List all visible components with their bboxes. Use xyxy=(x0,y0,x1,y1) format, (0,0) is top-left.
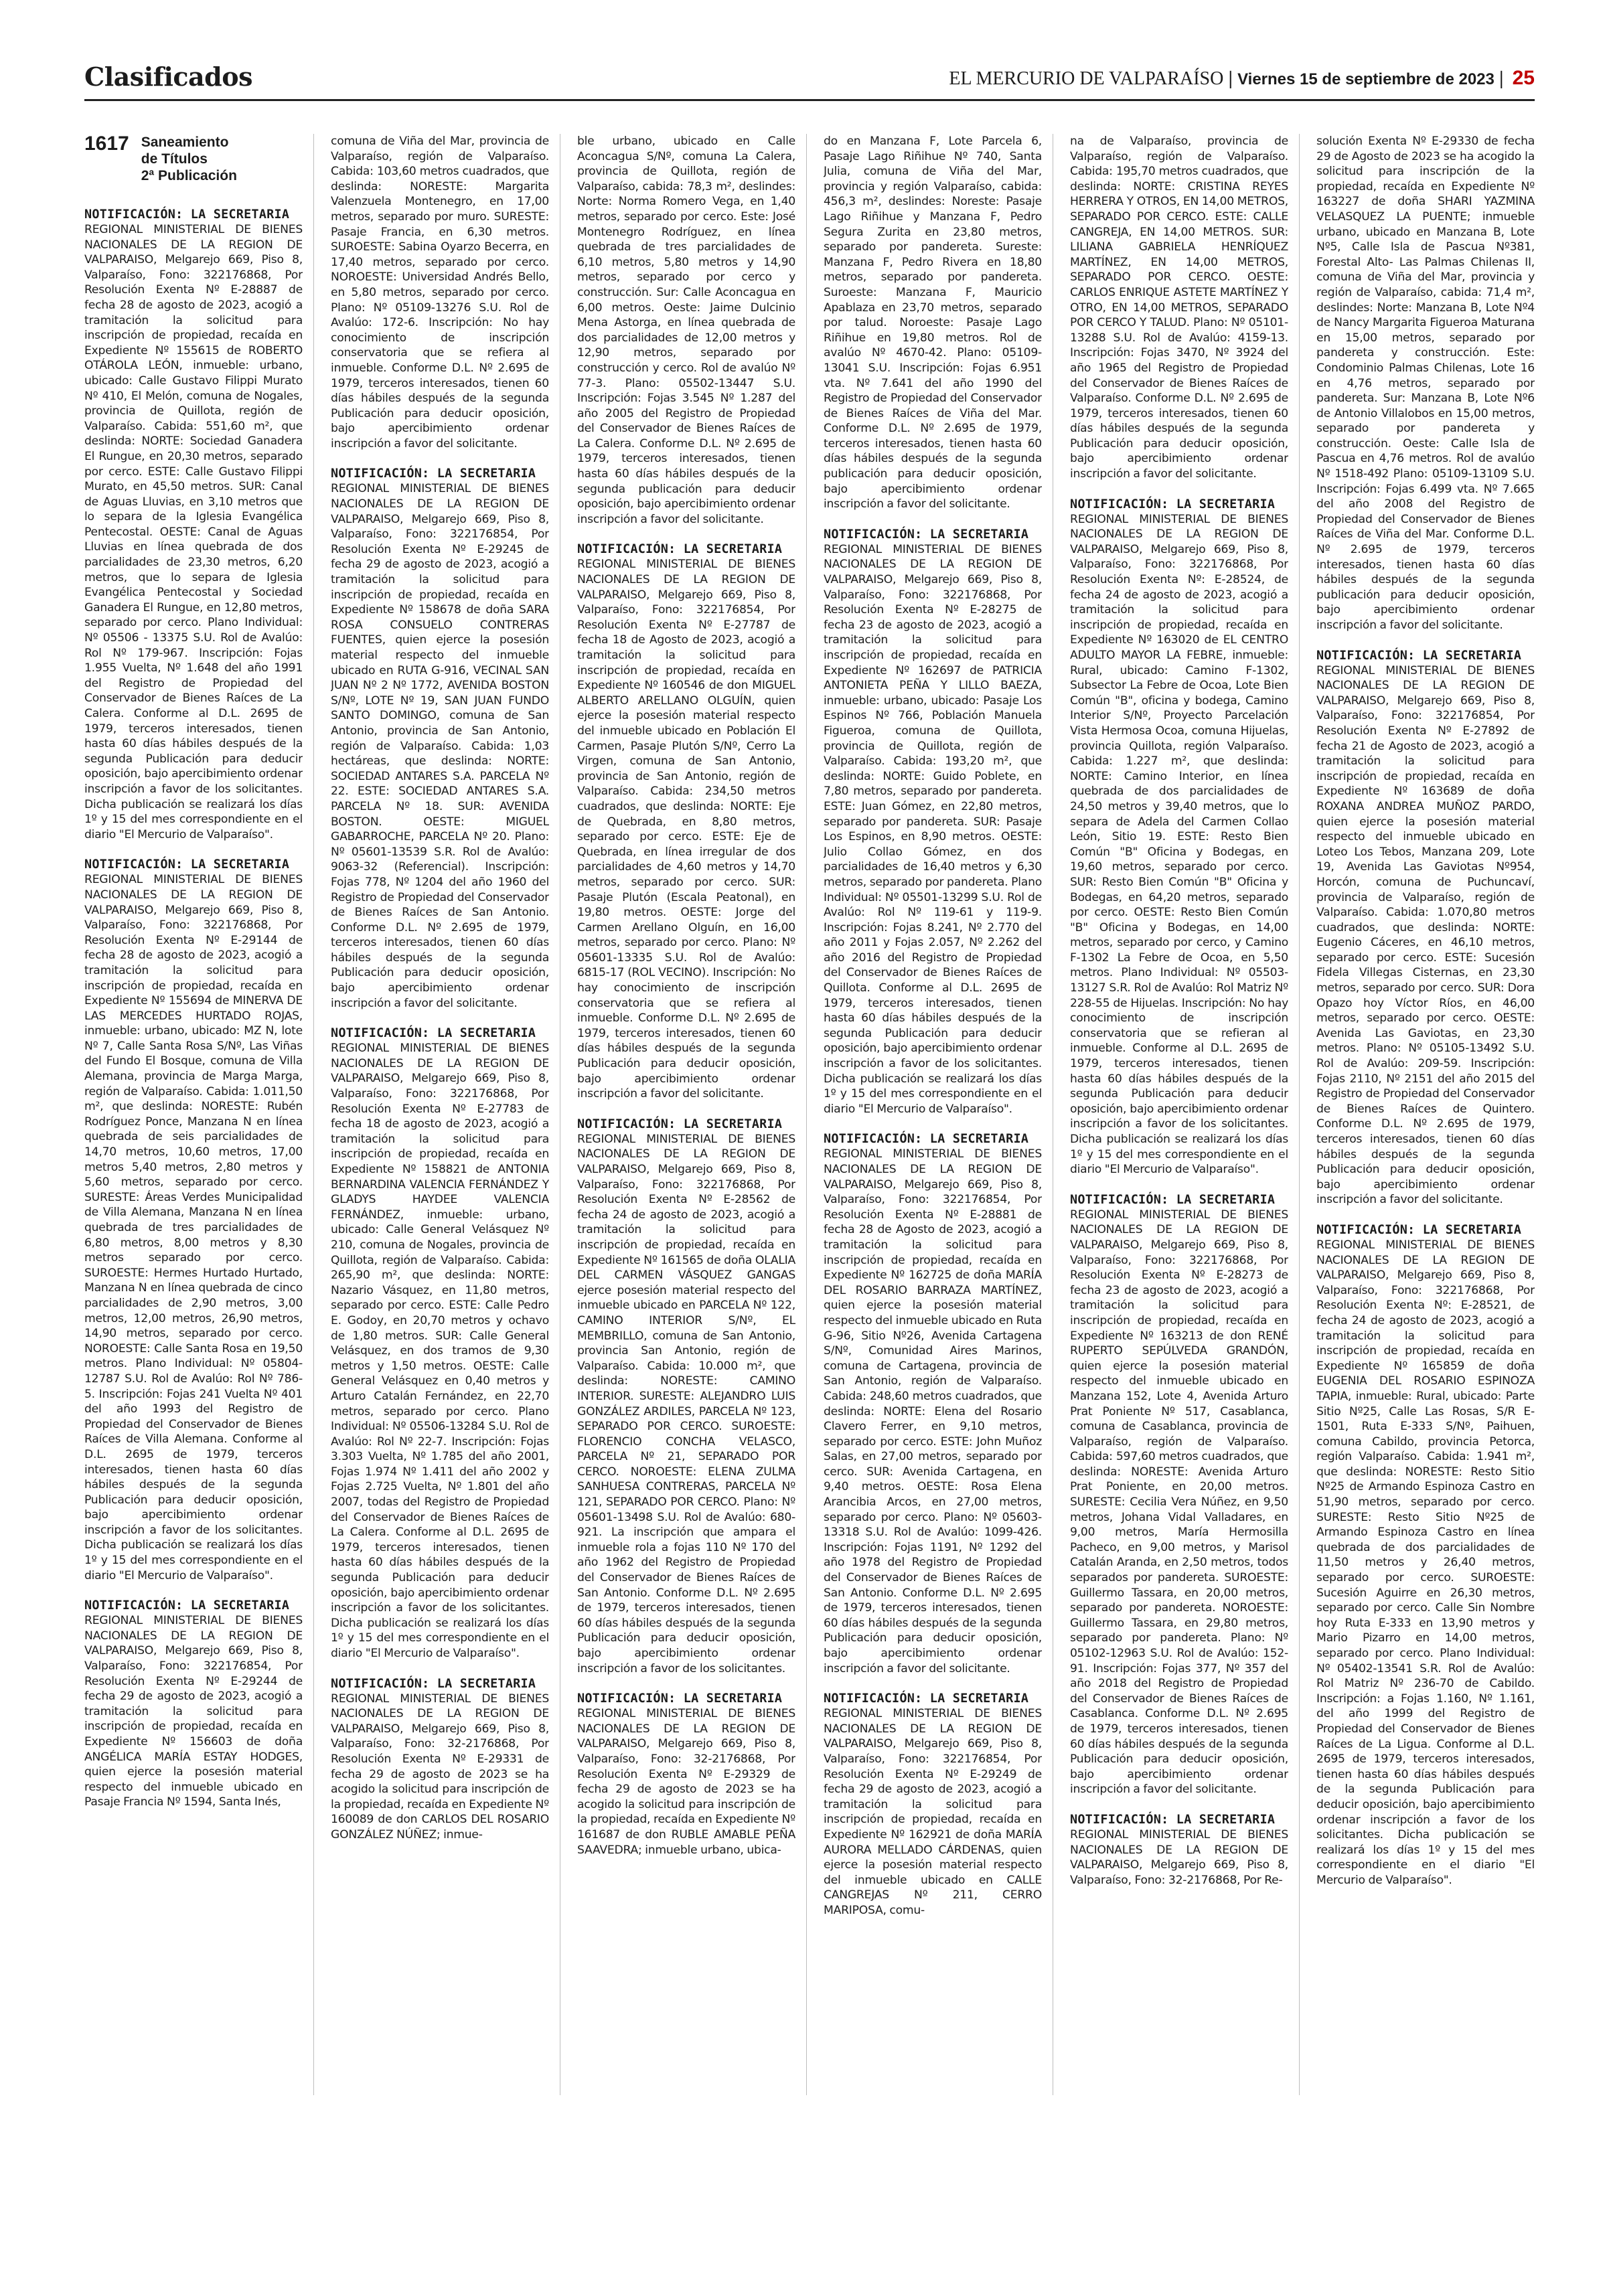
notice-body: REGIONAL MINISTERIAL DE BIENES NACIONALES DE LA REGION DE VALPARAISO, Melgarejo 669, Piso 8, Valparaíso, Fono: 322176854, Por Resolución Exenta Nº E-28881 de fecha 28 de Agosto de 2023, acogió a tramitación la solicitud para inscripción de propiedad, recaída en Expediente Nº 162725 de doña MARÍA DEL ROSARIO BARRAZA MARTÍNEZ, quien ejerce la posesión material respecto del inmueble ubicado en Ruta G-96, Sitio Nº26, Avenida Cartagena S/Nº, Comunidad Aires Marinos, comuna de Cartagena, provincia de San Antonio, región de Valparaíso. Cabida: 248,60 metros cuadrados, que deslinda: NORTE: Elena del Rosario Clavero Ferrer, en 9,10 metros, separado por cerco. ESTE: John Muñoz Salas, en 27,00 metros, separado por cerco. SUR: Avenida Cartagena, en 9,40 metros. OESTE: Rosa Elena Arancibia Arcos, en 27,00 metros, separado por cerco. Plano: Nº 05603-13318 S.U. Rol de Avalúo: 1099-426. Inscripción: Fojas 1191, Nº 1292 del año 1978 del Registro de Propiedad del Conservador de Bienes Raíces de San Antonio. Conforme D.L. Nº 2.695 de 1979, terceros interesados, tienen 60 días hábiles después de la segunda Publicación para deducir oposición, bajo apercibimiento ordenar inscripción a favor del solicitante. xyxy=(824,1147,1042,1675)
column-4 xyxy=(824,134,1042,2095)
notice-heading: NOTIFICACIÓN: LA SECRETARIA xyxy=(577,1692,783,1706)
notice-heading: NOTIFICACIÓN: LA SECRETARIA xyxy=(1316,1222,1522,1237)
notice-heading: NOTIFICACIÓN: LA SECRETARIA xyxy=(1070,497,1276,511)
column-rule xyxy=(1299,134,1300,2095)
notice-heading: NOTIFICACIÓN: LA SECRETARIA xyxy=(84,857,290,872)
notice-heading: NOTIFICACIÓN: LA SECRETARIA xyxy=(84,1598,290,1613)
notice xyxy=(577,1691,795,1858)
category-title xyxy=(141,134,237,184)
notice xyxy=(84,207,303,842)
notice-heading: NOTIFICACIÓN: LA SECRETARIA xyxy=(824,1132,1029,1147)
notice xyxy=(1070,497,1288,1177)
masthead xyxy=(84,62,1535,101)
notice-body: REGIONAL MINISTERIAL DE BIENES NACIONALES DE LA REGION DE VALPARAISO, Melgarejo 669, Piso 8, Valparaíso, Fono: 322176854, Por Resolución Exenta Nº E-29245 de fecha 29 de agosto de 2023, acogió a tramitación la solicitud para inscripción de propiedad, recaída en Expediente Nº 158678 de doña SARA ROSA CONSUELO CONTRERAS FUENTES, quien ejerce la posesión material respecto del inmueble ubicado en RUTA G-916, VECINAL SAN JUAN Nº 2 Nº 1772, AVENIDA BOSTON S/Nº, LOTE Nº 19, SAN JUAN FUNDO SANTO DOMINGO, comuna de San Antonio, provincia de San Antonio, región de Valparaíso. Cabida: 1,03 hectáreas, que deslinda: NORTE: SOCIEDAD ANTARES S.A. PARCELA Nº 22. ESTE: SOCIEDAD ANTARES S.A. PARCELA Nº 18. SUR: AVENIDA BOSTON. OESTE: MIGUEL GABARROCHE, PARCELA Nº 20. Plano: Nº 05601-13539 S.R. Rol de Avalúo: 9063-32 (Referencial). Inscripción: Fojas 778, Nº 1204 del año 1960 del Registro de Propiedad del Conservador de Bienes Raíces de San Antonio. Conforme D.L. Nº 2.695 de 1979, terceros interesados, tienen 60 días hábiles después de la segunda Publicación para deducir oposición, bajo apercibimiento ordenar inscripción a favor del solicitante. xyxy=(331,482,549,1010)
notice xyxy=(824,134,1042,512)
notice xyxy=(331,134,549,451)
notice-body: REGIONAL MINISTERIAL DE BIENES NACIONALES DE LA REGION DE VALPARAISO, Melgarejo 669, Piso 8, Valparaíso, Fono: 32-2176868, Por Resolución Exenta Nº E-29329 de fecha 29 de agosto de 2023 se ha acogido la solicitud para inscripción de la propiedad, recaída en Expediente Nº 161687 de don RUBLE AMABLE PEÑA SAAVEDRA; inmueble urbano, ubica- xyxy=(577,1707,795,1857)
category-title-line: Saneamiento xyxy=(141,135,229,150)
issue-date: Viernes 15 de septiembre de 2023 xyxy=(1237,70,1495,88)
notice-heading: NOTIFICACIÓN: LA SECRETARIA xyxy=(577,542,783,557)
notice xyxy=(84,1598,303,1810)
column-6 xyxy=(1316,134,1535,2095)
notice-body: do en Manzana F, Lote Parcela 6, Pasaje Lago Riñihue Nº 740, Santa Julia, comuna de Viña del Mar, provincia y región Valparaíso, cabida: 456,3 m², deslindes: Noreste: Pasaje Lago Riñihue y Manzana F, Pedro Segura Zurita en 23,80 metros, separado por pandereta. Sureste: Manzana F, Pedro Rivera en 18,80 metros, separado por pandereta. Suroeste: Manzana F, Mauricio Apablaza en 23,70 metros, separado por talud. Noroeste: Pasaje Lago Riñihue en 19,80 metros. Rol de avalúo Nº 4670-42. Plano: 05109-13041 S.U. Inscripción: Fojas 6.951 vta. Nº 7.641 del año 1990 del Registro de Propiedad del Conservador de Bienes Raíces de Viña del Mar. Conforme D.L. Nº 2.695 de 1979, terceros interesados, tienen hasta 60 días hábiles después de la segunda publicación para deducir oposición, bajo apercibimiento ordenar inscripción a favor del solicitante. xyxy=(824,135,1042,511)
category-header xyxy=(84,134,303,184)
notice-body: ble urbano, ubicado en Calle Aconcagua S/Nº, comuna La Calera, provincia de Quillota, región de Valparaíso, cabida: 78,3 m², deslindes: Norte: Norma Romero Vega, en 1,40 metros, separado por cerco. Este: José Montenegro Rodríguez, en línea quebrada de tres parcialidades de 6,10 metros, 5,80 metros y 14,90 metros, separado por cerco y construcción. Sur: Calle Aconcagua en 6,00 metros. Oeste: Jaime Dulcinio Mena Astorga, en línea quebrada de dos parcialidades de 12,00 metros y 12,90 metros, separado por construcción y cerco. Rol de avalúo Nº 77-3. Plano: 05502-13447 S.U. Inscripción: Fojas 3.545 Nº 1.287 del año 2005 del Registro de Propiedad del Conservador de Bienes Raíces de La Calera. Conforme D.L. Nº 2.695 de 1979, terceros interesados, tienen hasta 60 días hábiles después de la segunda publicación para deducir oposición, bajo apercibimiento ordenar inscripción a favor del solicitante. xyxy=(577,135,795,526)
column-2 xyxy=(331,134,549,2095)
category-code: 1617 xyxy=(84,134,129,155)
page-number: 25 xyxy=(1512,67,1535,89)
notice-heading: NOTIFICACIÓN: LA SECRETARIA xyxy=(84,208,290,222)
notice xyxy=(1316,1222,1535,1888)
notice-body: comuna de Viña del Mar, provincia de Valparaíso, región de Valparaíso. Cabida: 103,60 metros cuadrados, que deslinda: NORESTE: Margarita Valenzuela Montenegro, en 17,00 metros, separado por muro. SURESTE: Pasaje Francia, en 6,30 metros. SUROESTE: Sabina Oyarzo Becerra, en 17,40 metros, separado por cerco. NOROESTE: Universidad Andrés Bello, en 5,80 metros, separado por cerco. Plano: Nº 05109-13276 S.U. Rol de Avalúo: 172-6. Inscripción: No hay conocimiento de inscripción conservatoria que se refiera al inmueble. Conforme D.L. Nº 2.695 de 1979, terceros interesados, tienen 60 días hábiles después de la segunda Publicación para deducir oposición, bajo apercibimiento ordenar inscripción a favor del solicitante. xyxy=(331,135,549,450)
notice-heading: NOTIFICACIÓN: LA SECRETARIA xyxy=(1070,1812,1276,1827)
notice-body: REGIONAL MINISTERIAL DE BIENES NACIONALES DE LA REGION DE VALPARAISO, Melgarejo 669, Piso 8, Valparaíso, Fono: 322176868, Por Resolución Exenta Nº E-28275 de fecha 23 de agosto de 2023, acogió a tramitación la solicitud para inscripción de propiedad, recaída en Expediente Nº 162697 de PATRICIA ANTONIETA PEÑA Y LILLO BAEZA, inmueble: urbano, ubicado: Pasaje Los Espinos Nº 766, Población Manuela Figueroa, comuna de Quillota, provincia de Quillota, región de Valparaíso. Cabida: 193,20 m², que deslinda: NORTE: Guido Poblete, en 7,80 metros, separado por pandereta. ESTE: Juan Gómez, en 22,80 metros, separado por pandereta. SUR: Pasaje Los Espinos, en 8,90 metros. OESTE: Julio Collao Gómez, en dos parcialidades de 16,40 metros y 6,30 metros, separado por pandereta. Plano Individual: Nº 05501-13299 S.U. Rol de Avalúo: Rol Nº 119-61 y 119-9. Inscripción: Fojas 8.241, Nº 2.770 del año 2011 y Fojas 2.057, Nº 2.262 del año 2016 del Registro de Propiedad del Conservador de Bienes Raíces de Quillota. Conforme al D.L. 2695 de 1979, terceros interesados, tienen hasta 60 días hábiles después de la segunda Publicación para deducir oposición, bajo apercibimiento ordenar inscripción a favor de los solicitantes. Dicha publicación se realizará los días 1º y 15 del mes correspondiente en el diario "El Mercurio de Valparaíso". xyxy=(824,542,1042,1116)
notice-body: REGIONAL MINISTERIAL DE BIENES NACIONALES DE LA REGION DE VALPARAISO, Melgarejo 669, Piso 8, Valparaíso, Fono: 322176868, Por Resolución Exenta Nº: E-28521, de fecha 24 de agosto de 2023, acogió a tramitación la solicitud para inscripción de propiedad, recaída en Expediente Nº 165859 de doña EUGENIA DEL ROSARIO ESPINOZA TAPIA, inmueble: Rural, ubicado: Parte Sitio Nº25, Calle Las Rosas, S/R E-1501, Ruta E-333 S/Nº, Paihuen, comuna Cabildo, provincia Petorca, región Valparaíso. Cabida: 1.941 m², que deslinda: NORESTE: Resto Sitio Nº25 de Armando Espinoza Castro en 51,90 metros, separado por cerco. SURESTE: Resto Sitio Nº25 de Armando Espinoza Castro en línea quebrada de dos parcialidades de 11,50 metros y 26,40 metros, separado por cerco. SUROESTE: Sucesión Aguirre en 26,30 metros, separado por cerco. Calle Sin Nombre hoy Ruta E-333 en 13,90 metros y Mario Pizarro en 14,00 metros, separado por cerco. Plano Individual: Nº 05402-13541 S.R. Rol de Avalúo: Rol Matriz Nº 236-70 de Cabildo. Inscripción: a Fojas 1.160, Nº 1.161, del año 1999 del Registro de Propiedad del Conservador de Bienes Raíces de La Ligua. Conforme al D.L. 2695 de 1979, terceros interesados, tienen hasta 60 días hábiles después de la segunda Publicación para deducir oposición, bajo apercibimiento ordenar inscripción a favor de los solicitantes. Dicha publicación se realizará los días 1º y 15 del mes correspondiente en el diario "El Mercurio de Valparaíso". xyxy=(1316,1238,1535,1887)
newspaper-name: EL MERCURIO DE VALPARAÍSO xyxy=(949,68,1224,89)
notice xyxy=(331,466,549,1011)
notice-heading: NOTIFICACIÓN: LA SECRETARIA xyxy=(331,1026,536,1041)
notice-body: REGIONAL MINISTERIAL DE BIENES NACIONALES DE LA REGION DE VALPARAISO, Melgarejo 669, Piso 8, Valparaíso, Fono: 322176868, Por Resolución Exenta Nº E-28562 de fecha 24 de agosto de 2023, acogió a tramitación la solicitud para inscripción de propiedad, recaída en Expediente Nº 161565 de doña OLALIA DEL CARMEN VÁSQUEZ GANGAS ejerce posesión material respecto del inmueble ubicado en PARCELA Nº 122, CAMINO INTERIOR S/Nº, EL MEMBRILLO, comuna de San Antonio, provincia San Antonio, región de Valparaíso. Cabida: 10.000 m², que deslinda: NORESTE: CAMINO INTERIOR. SURESTE: ALEJANDRO LUIS GONZÁLEZ ARDILES, PARCELA Nº 123, SEPARADO POR CERCO. SUROESTE: FLORENCIO CONCHA VELASCO, PARCELA Nº 21, SEPARADO POR CERCO. NOROESTE: ELENA ZULMA SANHUESA CONTRERAS, PARCELA Nº 121, SEPARADO POR CERCO. Plano: Nº 05601-13498 S.U. Rol de Avalúo: 680-921. La inscripción que ampara el inmueble rola a fojas 110 Nº 170 del año 1962 del Registro de Propiedad del Conservador de Bienes Raíces de San Antonio. Conforme D.L. Nº 2.695 de 1979, terceros interesados, tienen 60 días hábiles después de la segunda Publicación para deducir oposición, bajo apercibimiento ordenar inscripción a favor de los solicitantes. xyxy=(577,1132,795,1675)
column-5 xyxy=(1070,134,1288,2095)
classifieds-columns xyxy=(84,134,1535,2095)
notice xyxy=(577,1117,795,1676)
notice-body: REGIONAL MINISTERIAL DE BIENES NACIONALES DE LA REGION DE VALPARAISO, Melgarejo 669, Piso 8, Valparaíso, Fono: 322176854, Por Resolución Exenta Nº E-27892 de fecha 21 de Agosto de 2023, acogió a tramitación la solicitud para inscripción de propiedad, recaída en Expediente Nº 163689 de doña ROXANA ANDREA MUÑOZ PARDO, quien ejerce la posesión material respecto del inmueble ubicado en Loteo Los Tebos, Manzana 209, Lote 19, Avenida Las Gaviotas Nº954, Horcón, comuna de Puchuncaví, provincia de Valparaíso, región de Valparaíso. Cabida: 1.070,80 metros cuadrados, que deslinda: NORTE: Eugenio Cáceres, en 46,10 metros, separado por cerco. ESTE: Sucesión Fidela Villegas Cisternas, en 23,30 metros, separado por cerco. SUR: Dora Opazo hoy Víctor Ríos, en 46,00 metros, separado por cerco. OESTE: Avenida Las Gaviotas, en 23,30 metros. Plano: Nº 05105-13492 S.U. Rol de Avalúo: 209-59. Inscripción: Fojas 2110, Nº 2151 del año 2015 del Registro de Propiedad del Conservador de Bienes Raíces de Quintero. Conforme D.L. Nº 2.695 de 1979, terceros interesados, tienen 60 días hábiles después de la segunda Publicación para deducir oposición, bajo apercibimiento ordenar inscripción a favor del solicitante. xyxy=(1316,663,1535,1207)
notice-heading: NOTIFICACIÓN: LA SECRETARIA xyxy=(1316,648,1522,663)
section-title: Clasificados xyxy=(84,62,252,92)
notice-heading: NOTIFICACIÓN: LA SECRETARIA xyxy=(331,1676,536,1691)
notice xyxy=(824,1131,1042,1676)
notice xyxy=(824,527,1042,1117)
notice xyxy=(1070,1192,1288,1797)
notice-heading: NOTIFICACIÓN: LA SECRETARIA xyxy=(331,467,536,481)
notice-body: REGIONAL MINISTERIAL DE BIENES NACIONALES DE LA REGION DE VALPARAISO, Melgarejo 669, Piso 8, Valparaíso, Fono: 322176868, Por Resolución Exenta Nº E-27783 de fecha 18 de agosto de 2023, acogió a tramitación la solicitud para inscripción de propiedad, recaída en Expediente Nº 158821 de ANTONIA BERNARDINA VALENCIA FERNÁNDEZ Y GLADYS HAYDEE VALENCIA FERNÁNDEZ, inmueble: urbano, ubicado: Calle General Velásquez Nº 210, comuna de Nogales, provincia de Quillota, región de Valparaíso. Cabida: 265,90 m², que deslinda: NORTE: Nazario Vásquez, en 11,80 metros, separado por cerco. ESTE: Calle Pedro E. Godoy, en 20,70 metros y ochavo de 1,80 metros. SUR: Calle General Velásquez, en dos tramos de 9,30 metros y 1,50 metros. OESTE: Calle General Velásquez en 0,40 metros y Arturo Catalán Fernández, en 22,70 metros, separado por cerco. Plano Individual: Nº 05506-13284 S.U. Rol de Avalúo: Rol Nº 22-7. Inscripción: Fojas 3.303 Vuelta, Nº 1.785 del año 2001, Fojas 1.974 Nº 1.411 del año 2002 y Fojas 2.725 Vuelta, Nº 1.801 del año 2007, todas del Registro de Propiedad del Conservador de Bienes Raíces de La Calera. Conforme al D.L. 2695 de 1979, terceros interesados, tienen hasta 60 días hábiles después de la segunda Publicación para deducir oposición, bajo apercibimiento ordenar inscripción a favor de los solicitantes. Dicha publicación se realizará los días 1º y 15 del mes correspondiente en el diario "El Mercurio de Valparaíso". xyxy=(331,1042,549,1660)
column-rule xyxy=(313,134,314,2095)
notice xyxy=(1316,134,1535,633)
notice xyxy=(84,857,303,1583)
notice-body: REGIONAL MINISTERIAL DE BIENES NACIONALES DE LA REGION DE VALPARAISO, Melgarejo 669, Piso 8, Valparaíso, Fono: 322176868, Por Resolución Exenta Nº E-28887 de fecha 28 de agosto de 2023, acogió a tramitación la solicitud para inscripción de propiedad, recaída en Expediente Nº 155615 de ROBERTO OTÁROLA LEÓN, inmueble: urbano, ubicado: Calle Gustavo Filippi Murato Nº 410, El Melón, comuna de Nogales, provincia de Quillota, región de Valparaíso. Cabida: 551,60 m², que deslinda: NORTE: Sociedad Ganadera El Rungue, en 20,30 metros, separado por cerco. ESTE: Calle Gustavo Filippi Murato, en 45,50 metros. SUR: Canal de Aguas Lluvias, en 3,10 metros que lo separa de la Iglesia Evangélica Pentecostal. OESTE: Canal de Aguas Lluvias en línea quebrada de dos parcialidades de 23,30 metros, 6,20 metros, que lo separa de Iglesia Evangélica Pentecostal y Sociedad Ganadera El Rungue, en 12,80 metros, separado por cerco. Plano Individual: Nº 05506 - 13375 S.U. Rol de Avalúo: Rol Nº 179-967. Inscripción: Fojas 1.955 Vuelta, Nº 1.648 del año 1991 del Registro de Propiedad del Conservador de Bienes Raíces de La Calera. Conforme al D.L. 2695 de 1979, terceros interesados, tienen hasta 60 días hábiles después de la segunda Publicación para deducir oposición, bajo apercibimiento ordenar inscripción a favor de los solicitantes. Dicha publicación se realizará los días 1º y 15 del mes correspondiente en el diario "El Mercurio de Valparaíso". xyxy=(84,223,303,841)
masthead-info xyxy=(949,67,1535,90)
notice-body: na de Valparaíso, provincia de Valparaíso, región de Valparaíso. Cabida: 195,70 metros cuadrados, que deslinda: NORTE: CRISTINA REYES HERRERA Y OTROS, EN 14,00 METROS, SEPARADO POR CERCO. ESTE: CALLE CANGREJA, EN 14,00 METROS. SUR: LILIANA GABRIELA HENRÍQUEZ MARTÍNEZ, EN 14,00 METROS, SEPARADO POR CERCO. OESTE: CARLOS ENRIQUE ASTETE MARTÍNEZ Y OTRO, EN 14,00 METROS, SEPARADO POR CERCO Y TALUD. Plano: Nº 05101-13288 S.U. Rol de Avalúo: 4159-13. Inscripción: Fojas 3470, Nº 3924 del año 1965 del Registro de Propiedad del Conservador de Bienes Raíces de Valparaíso. Conforme D.L. Nº 2.695 de 1979, terceros interesados, tienen 60 días hábiles después de la segunda Publicación para deducir oposición, bajo apercibimiento ordenar inscripción a favor del solicitante. xyxy=(1070,135,1288,481)
notice-body: REGIONAL MINISTERIAL DE BIENES NACIONALES DE LA REGION DE VALPARAISO, Melgarejo 669, Piso 8, Valparaíso, Fono: 32-2176868, Por Re- xyxy=(1070,1827,1288,1887)
notice-body: REGIONAL MINISTERIAL DE BIENES NACIONALES DE LA REGION DE VALPARAISO, Melgarejo 669, Piso 8, Valparaíso, Fono: 322176868, Por Resolución Exenta Nº E-29144 de fecha 28 de agosto de 2023, acogió a tramitación la solicitud para inscripción de propiedad, recaída en Expediente Nº 155694 de MINERVA DE LAS MERCEDES HURTADO ROJAS, inmueble: urbano, ubicado: MZ N, lote Nº 7, Calle Santa Rosa S/Nº, Las Viñas del Fundo El Bosque, comuna de Villa Alemana, provincia de Marga Marga, región de Valparaíso. Cabida: 1.011,50 m², que deslinda: NORESTE: Rubén Rodríguez Ponce, Manzana N en línea quebrada de seis parcialidades de 14,70 metros, 10,60 metros, 17,00 metros 5,40 metros, 2,80 metros y 5,60 metros, separado por cerco. SURESTE: Áreas Verdes Municipalidad de Villa Alemana, Manzana N en línea quebrada de tres parcialidades de 6,80 metros, 8,00 metros y 8,30 metros separado por cerco. SUROESTE: Hermes Hurtado Hurtado, Manzana N en línea quebrada de cinco parcialidades de 2,90 metros, 3,00 metros, 12,00 metros, 26,90 metros, 14,90 metros, separado por cerco. NOROESTE: Calle Santa Rosa en 19,50 metros. Plano Individual: Nº 05804-12787 S.U. Rol de Avalúo: Rol Nº 786-5. Inscripción: Fojas 241 Vuelta Nº 401 del año 1993 del Registro de Propiedad del Conservador de Bienes Raíces de Villa Alemana. Conforme al D.L. 2695 de 1979, terceros interesados, tienen hasta 60 días hábiles después de la segunda Publicación para deducir oposición, bajo apercibimiento ordenar inscripción a favor de los solicitantes. Dicha publicación se realizará los días 1º y 15 del mes correspondiente en el diario "El Mercurio de Valparaíso". xyxy=(84,873,303,1582)
notice-body: REGIONAL MINISTERIAL DE BIENES NACIONALES DE LA REGION DE VALPARAISO, Melgarejo 669, Piso 8, Valparaíso, Fono: 322176868, Por Resolución Exenta Nº: E-28524, de fecha 24 de agosto de 2023, acogió a tramitación la solicitud para inscripción de propiedad, recaída en Expediente Nº 163020 de EL CENTRO ADULTO MAYOR LA FEBRE, inmueble: Rural, ubicado: Camino F-1302, Subsector La Febre de Ocoa, Lote Bien Común "B", oficina y bodega, Camino Interior S/Nº, Proyecto Parcelación Vista Hermosa Ocoa, comuna Hijuelas, provincia Quillota, región Valparaíso. Cabida: 1.227 m², que deslinda: NORTE: Camino Interior, en línea quebrada de dos parcialidades de 24,50 metros y 39,40 metros, que lo separa de Adela del Carmen Collao León, Sitio 19. ESTE: Resto Bien Común "B" Oficina y Bodegas, en 19,60 metros, separado por cerco. SUR: Resto Bien Común "B" Oficina y Bodegas, en 64,20 metros, separado por cerco. OESTE: Resto Bien Común "B" Oficina y Bodegas, en 14,00 metros, separado por cerco, y Camino F-1302 La Febre de Ocoa, en 5,50 metros. Plano Individual: Nº 05503-13127 S.R. Rol de Avalúo: Rol Matriz Nº 228-55 de Hijuelas. Inscripción: No hay conocimiento de inscripción conservatoria que se refieran al inmueble. Conforme al D.L. 2695 de 1979, terceros interesados, tienen hasta 60 días hábiles después de la segunda Publicación para deducir oposición, bajo apercibimiento ordenar inscripción a favor de los solicitantes. Dicha publicación se realizará los días 1º y 15 del mes correspondiente en el diario "El Mercurio de Valparaíso". xyxy=(1070,512,1288,1177)
notice xyxy=(824,1691,1042,1918)
category-title-line: 2ª Publicación xyxy=(141,168,237,183)
masthead-separator: | xyxy=(1227,69,1234,89)
notice-heading: NOTIFICACIÓN: LA SECRETARIA xyxy=(824,527,1029,542)
column-1 xyxy=(84,134,303,2095)
notice-heading: NOTIFICACIÓN: LA SECRETARIA xyxy=(577,1117,783,1131)
masthead-separator-2: | xyxy=(1498,69,1505,89)
notice-body: REGIONAL MINISTERIAL DE BIENES NACIONALES DE LA REGION DE VALPARAISO, Melgarejo 669, Piso 8, Valparaíso, Fono: 322176868, Por Resolución Exenta Nº E-28273 de fecha 23 de agosto de 2023, acogió a tramitación la solicitud para inscripción de propiedad, recaída en Expediente Nº 163213 de don RENÉ RUPERTO SEPÚLVEDA GRANDÓN, quien ejerce la posesión material respecto del inmueble ubicado en Manzana 152, Lote 4, Avenida Arturo Prat Poniente Nº 517, Casablanca, comuna de Casablanca, provincia de Valparaíso, región de Valparaíso. Cabida: 597,60 metros cuadrados, que deslinda: NORESTE: Avenida Arturo Prat Poniente, en 20,00 metros. SURESTE: Cecilia Vera Núñez, en 9,50 metros, Johana Vidal Valladares, en 9,00 metros, María Hermosilla Pacheco, en 9,00 metros, y Marisol Catalán Aranda, en 2,50 metros, todos separados por pandereta. SUROESTE: Guillermo Tassara, en 20,00 metros, separado por pandereta. NOROESTE: Guillermo Tassara, en 29,80 metros, separado por pandereta. Plano: Nº 05102-12963 S.U. Rol de Avalúo: 152-91. Inscripción: Fojas 377, Nº 357 del año 2018 del Registro de Propiedad del Conservador de Bienes Raíces de Casablanca. Conforme D.L. Nº 2.695 de 1979, terceros interesados, tienen 60 días hábiles después de la segunda Publicación para deducir oposición, bajo apercibimiento ordenar inscripción a favor del solicitante. xyxy=(1070,1208,1288,1797)
notice xyxy=(331,1026,549,1661)
column-3 xyxy=(577,134,795,2095)
notice xyxy=(1070,1812,1288,1888)
notice-heading: NOTIFICACIÓN: LA SECRETARIA xyxy=(1070,1192,1276,1207)
notice-body: solución Exenta Nº E-29330 de fecha 29 de Agosto de 2023 se ha acogido la solicitud para inscripción de la propiedad, recaída en Expediente Nº 163227 de doña SHARI YAZMINA VELASQUEZ LA PUENTE; inmueble urbano, ubicado en Manzana B, Lote Nº5, Calle Isla de Pascua Nº381, Forestal Alto- Las Palmas Chilenas II, comuna de Viña del Mar, provincia y región de Valparaíso, cabida: 71,4 m², deslindes: Norte: Manzana B, Lote Nº4 de Nancy Margarita Figueroa Maturana en 15,00 metros, separado por pandereta y construcción. Este: Condominio Palmas Chilenas, Lote 16 en 4,76 metros, separado por pandereta. Sur: Manzana B, Lote Nº6 de Antonio Villalobos en 15,00 metros, separado por pandereta y construcción. Oeste: Calle Isla de Pascua en 4,76 metros. Rol de avalúo Nº 1518-492 Plano: 05109-13109 S.U. Inscripción: Fojas 6.499 vta. Nº 7.665 del año 2008 del Registro de Propiedad del Conservador de Bienes Raíces de Viña del Mar. Conforme D.L. Nº 2.695 de 1979, terceros interesados, tienen hasta 60 días hábiles después de la segunda publicación para deducir oposición, bajo apercibimiento ordenar inscripción a favor del solicitante. xyxy=(1316,135,1535,632)
notice xyxy=(331,1676,549,1843)
notice xyxy=(577,134,795,527)
notice xyxy=(1070,134,1288,482)
notice-body: REGIONAL MINISTERIAL DE BIENES NACIONALES DE LA REGION DE VALPARAISO, Melgarejo 669, Piso 8, Valparaíso, Fono: 322176854, Por Resolución Exenta Nº E-29249 de fecha 29 de agosto de 2023, acogió a tramitación la solicitud para inscripción de propiedad, recaída en Expediente Nº 162921 de doña MARÍA AURORA MELLADO CÁRDENAS, quien ejerce la posesión material respecto del inmueble ubicado en CALLE CANGREJAS Nº 211, CERRO MARIPOSA, comu- xyxy=(824,1707,1042,1917)
notice-body: REGIONAL MINISTERIAL DE BIENES NACIONALES DE LA REGION DE VALPARAISO, Melgarejo 669, Piso 8, Valparaíso, Fono: 32-2176868, Por Resolución Exenta Nº E-29331 de fecha 29 de agosto de 2023 se ha acogido la solicitud para inscripción de la propiedad, recaída en Expediente Nº 160089 de don CARLOS DEL ROSARIO GONZÁLEZ NÚÑEZ; inmue- xyxy=(331,1692,549,1841)
notice xyxy=(577,542,795,1101)
notice-heading: NOTIFICACIÓN: LA SECRETARIA xyxy=(824,1692,1029,1706)
category-title-line: de Títulos xyxy=(141,151,208,167)
notice-body: REGIONAL MINISTERIAL DE BIENES NACIONALES DE LA REGION DE VALPARAISO, Melgarejo 669, Piso 8, Valparaíso, Fono: 322176854, Por Resolución Exenta Nº E-29244 de fecha 29 de agosto de 2023, acogió a tramitación la solicitud para inscripción de propiedad, recaída en Expediente Nº 156603 de doña ANGÉLICA MARÍA ESTAY HODGES, quien ejerce la posesión material respecto del inmueble ubicado en Pasaje Francia Nº 1594, Santa Inés, xyxy=(84,1614,303,1809)
notice xyxy=(1316,648,1535,1208)
column-rule xyxy=(806,134,807,2095)
notice-body: REGIONAL MINISTERIAL DE BIENES NACIONALES DE LA REGION DE VALPARAISO, Melgarejo 669, Piso 8, Valparaíso, Fono: 322176854, Por Resolución Exenta Nº E-27787 de fecha 18 de Agosto de 2023, acogió a tramitación la solicitud para inscripción de propiedad, recaída en Expediente Nº 160546 de don MIGUEL ALBERTO ARELLANO OLGUÍN, quien ejerce la posesión material respecto del inmueble ubicado en Población El Carmen, Pasaje Plutón S/Nº, Cerro La Virgen, comuna de San Antonio, provincia de San Antonio, región de Valparaíso. Cabida: 234,50 metros cuadrados, que deslinda: NORTE: Eje de Quebrada, en 8,80 metros, separado por cerco. ESTE: Eje de Quebrada, en línea irregular de dos parcialidades de 4,60 metros y 14,70 metros, separado por cerco. SUR: Pasaje Plutón (Escala Peatonal), en 19,80 metros. OESTE: Jorge del Carmen Arellano Olguín, en 16,00 metros, separado por cerco. Plano: Nº 05601-13335 S.U. Rol de Avalúo: 6815-17 (ROL VECINO). Inscripción: No hay conocimiento de inscripción conservatoria que se refiera al inmueble. Conforme D.L. Nº 2.695 de 1979, terceros interesados, tienen 60 días hábiles después de la segunda Publicación para deducir oposición, bajo apercibimiento ordenar inscripción a favor del solicitante. xyxy=(577,558,795,1101)
